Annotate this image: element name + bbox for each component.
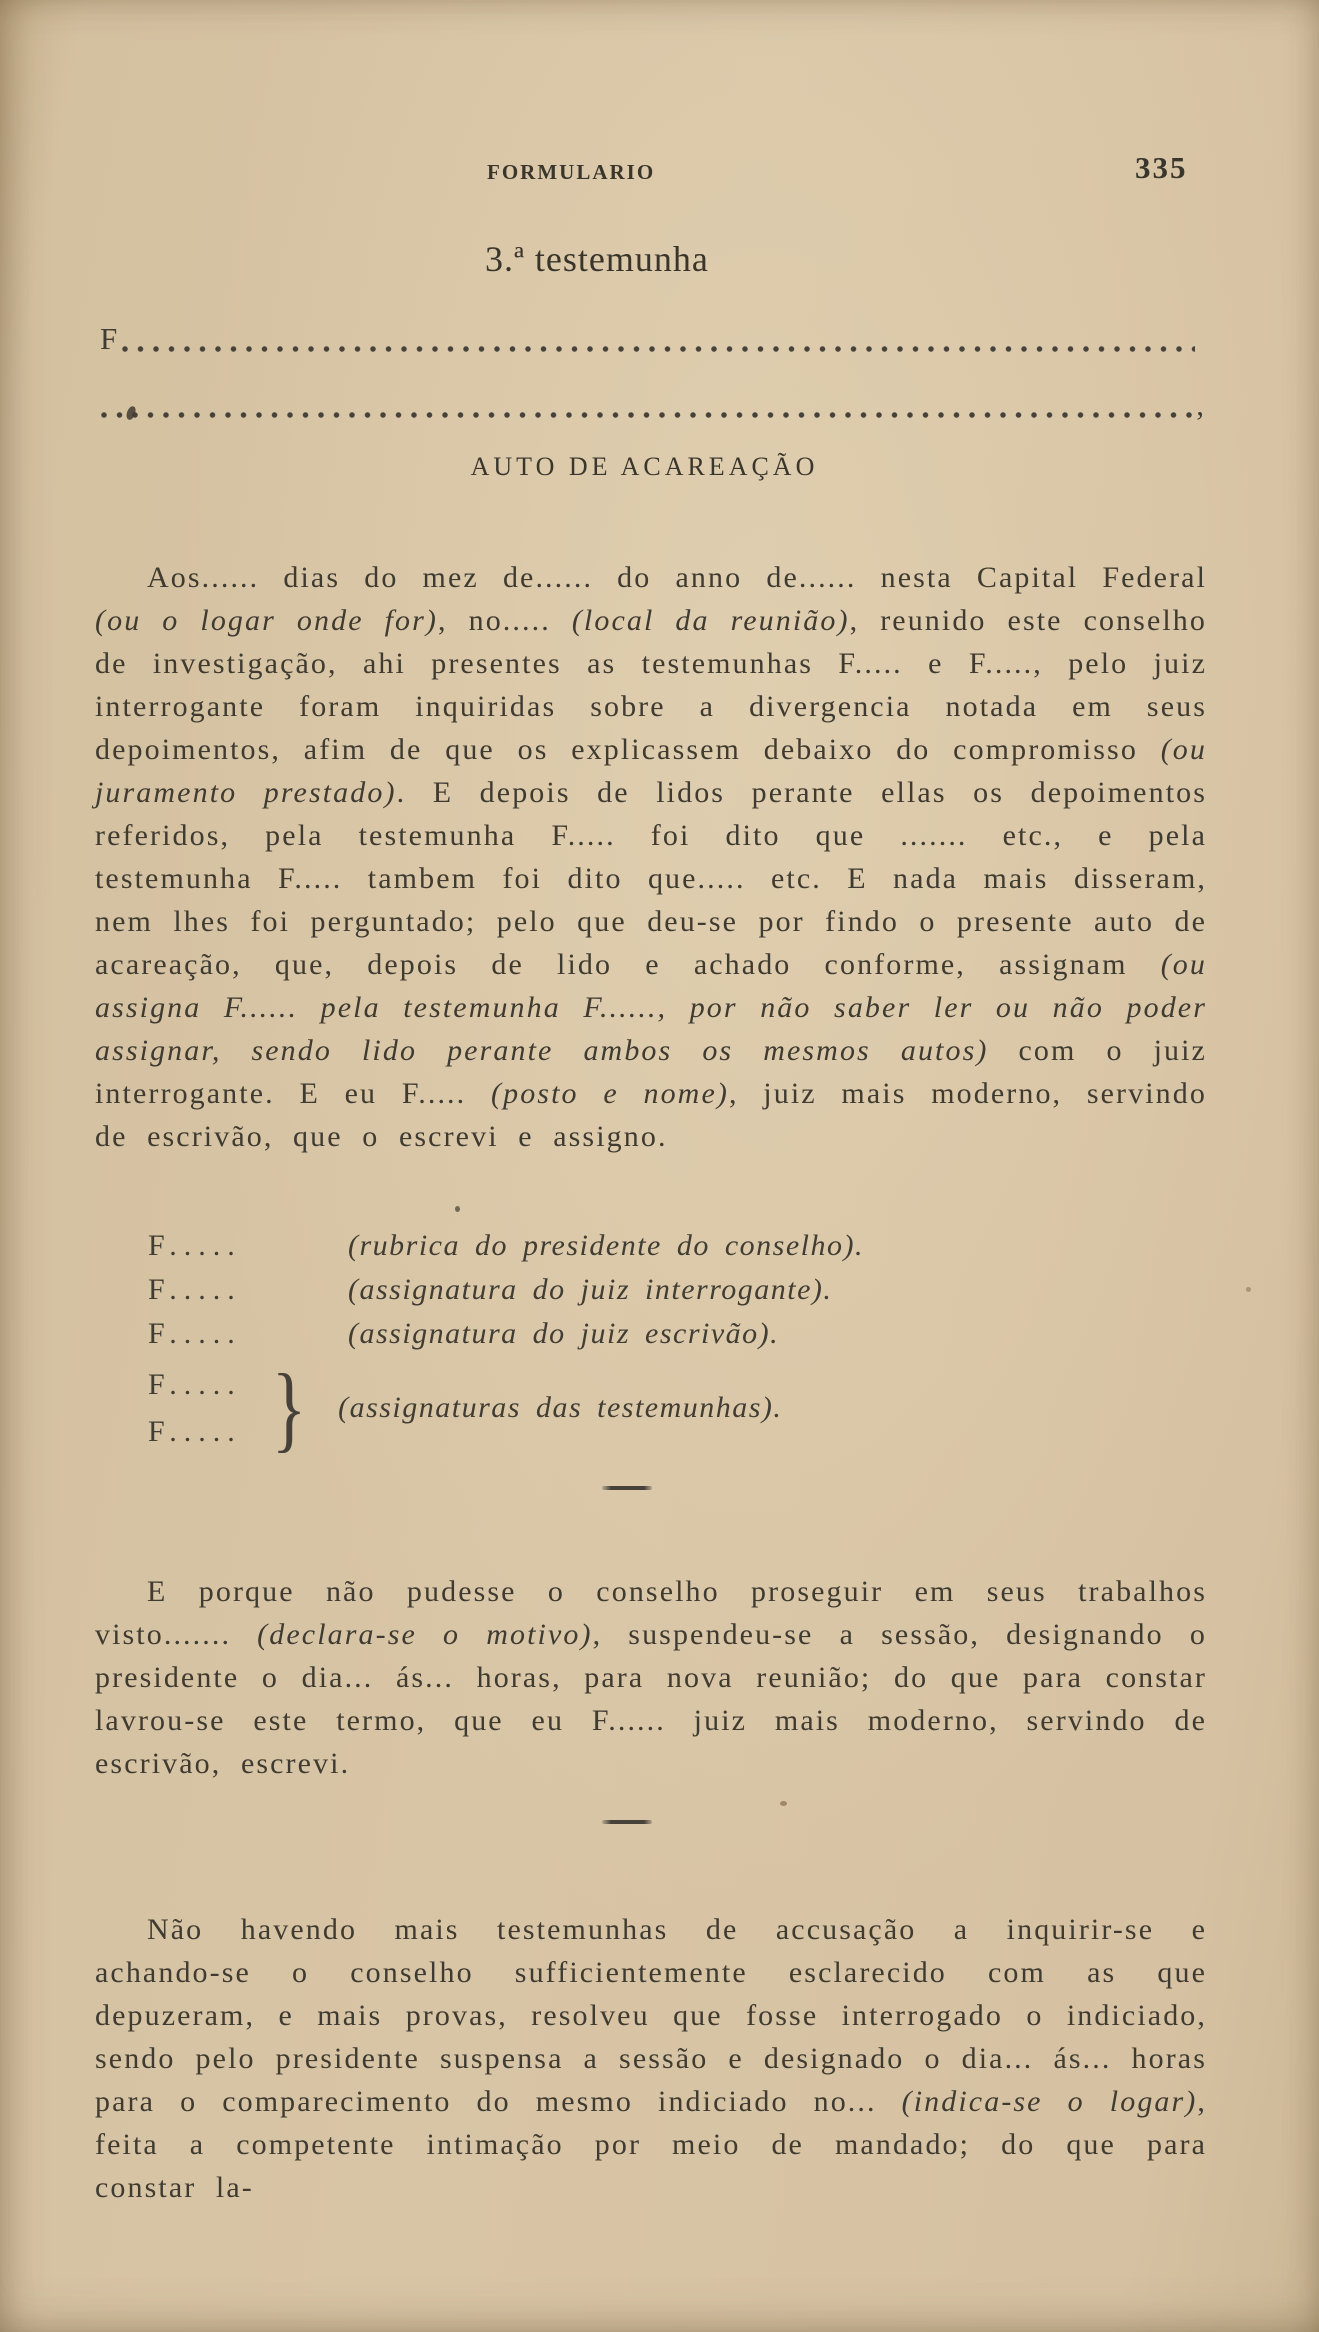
signature-label: (assignatura do juiz interrogante). (348, 1273, 833, 1306)
brace-glyph: } (271, 1354, 307, 1461)
page-title: FORMULARIO (487, 160, 656, 184)
signature-name: F..... (148, 1273, 242, 1306)
signature-row (148, 1268, 864, 1312)
signature-label: (rubrica do presidente do conselho). (348, 1229, 864, 1262)
witness-heading: 3.ª testemunha (485, 239, 709, 279)
divider-dash (602, 1486, 652, 1490)
signature-name: F..... (148, 1415, 242, 1448)
leader-dots (117, 320, 1195, 358)
blank-name-line (96, 384, 1204, 424)
signature-row (148, 1224, 864, 1268)
signature-block (148, 1224, 864, 1461)
blank-name-line (100, 318, 1195, 358)
signature-label: (assignaturas das testemunhas). (338, 1391, 783, 1424)
signature-name: F..... (148, 1368, 242, 1401)
page-number: 335 (1135, 150, 1188, 185)
name-prefix: F (100, 321, 118, 356)
signature-name: F..... (148, 1229, 242, 1262)
signature-row (148, 1312, 864, 1356)
paper-speck (780, 1801, 787, 1806)
paragraph-auto-acareacao: Aos...... dias do mez de...... do anno de...... nesta Capital Federal (ou o logar onde for), no..... (local da reunião), reunido este conselho de investigação, ahi presentes as testemunhas F..... e F....., pelo juiz interrogante foram inquiridas sobre a divergencia notada em seus depoimentos, afim de que os explicassem debaixo do compromisso (ou juramento prestado). E depois de lidos perante ellas os depoimentos referidos, pela testemunha F..... foi dito que ....... etc., e pela testemunha F..... tambem foi dito que..... etc. E nada mais disseram, nem lhes foi perguntado; pelo que deu-se por findo o presente auto de acareação, que, depois de lido e achado conforme, assignam (ou assigna F...... pela testemunha F......, por não saber ler ou não poder assignar, sendo lido perante ambos os mesmos autos) com o juiz interrogante. E eu F..... (posto e nome), juiz mais moderno, servindo de escrivão, que o escrevi e assigno. (95, 561, 1208, 1153)
paper-speck (455, 1206, 460, 1212)
paper-speck (1246, 1287, 1251, 1292)
section-title: AUTO DE ACAREAÇÃO (470, 452, 819, 481)
paragraph-suspensao-sessao: E porque não pudesse o conselho proseguir em seus trabalhos visto....... (declara-se o motivo), suspendeu-se a sessão, designando o presidente o dia... ás... horas, para nova reunião; do que para constar lavrou-se este termo, que eu F...... juiz mais moderno, servindo de escrivão, escrevi. (95, 1575, 1207, 1780)
signature-label: (assignatura do juiz escrivão). (348, 1317, 780, 1350)
paragraph-interrogatorio-indiciado: Não havendo mais testemunhas de accusação a inquirir-se e achando-se o conselho sufficientemente esclarecido com as que depuzeram, e mais provas, resolveu que fosse interrogado o indiciado, sendo pelo presidente suspensa a sessão e designado o dia... ás... horas para o comparecimento do mesmo indiciado no... (indica-se o logar), feita a competente intimação por meio de mandado; do que para constar la- (95, 1913, 1207, 2204)
signature-name: F..... (148, 1317, 242, 1350)
witness-signatures (148, 1354, 864, 1461)
leader-dots (96, 386, 1196, 424)
line-end-comma: , (1196, 387, 1204, 422)
divider-dash (602, 1820, 652, 1824)
